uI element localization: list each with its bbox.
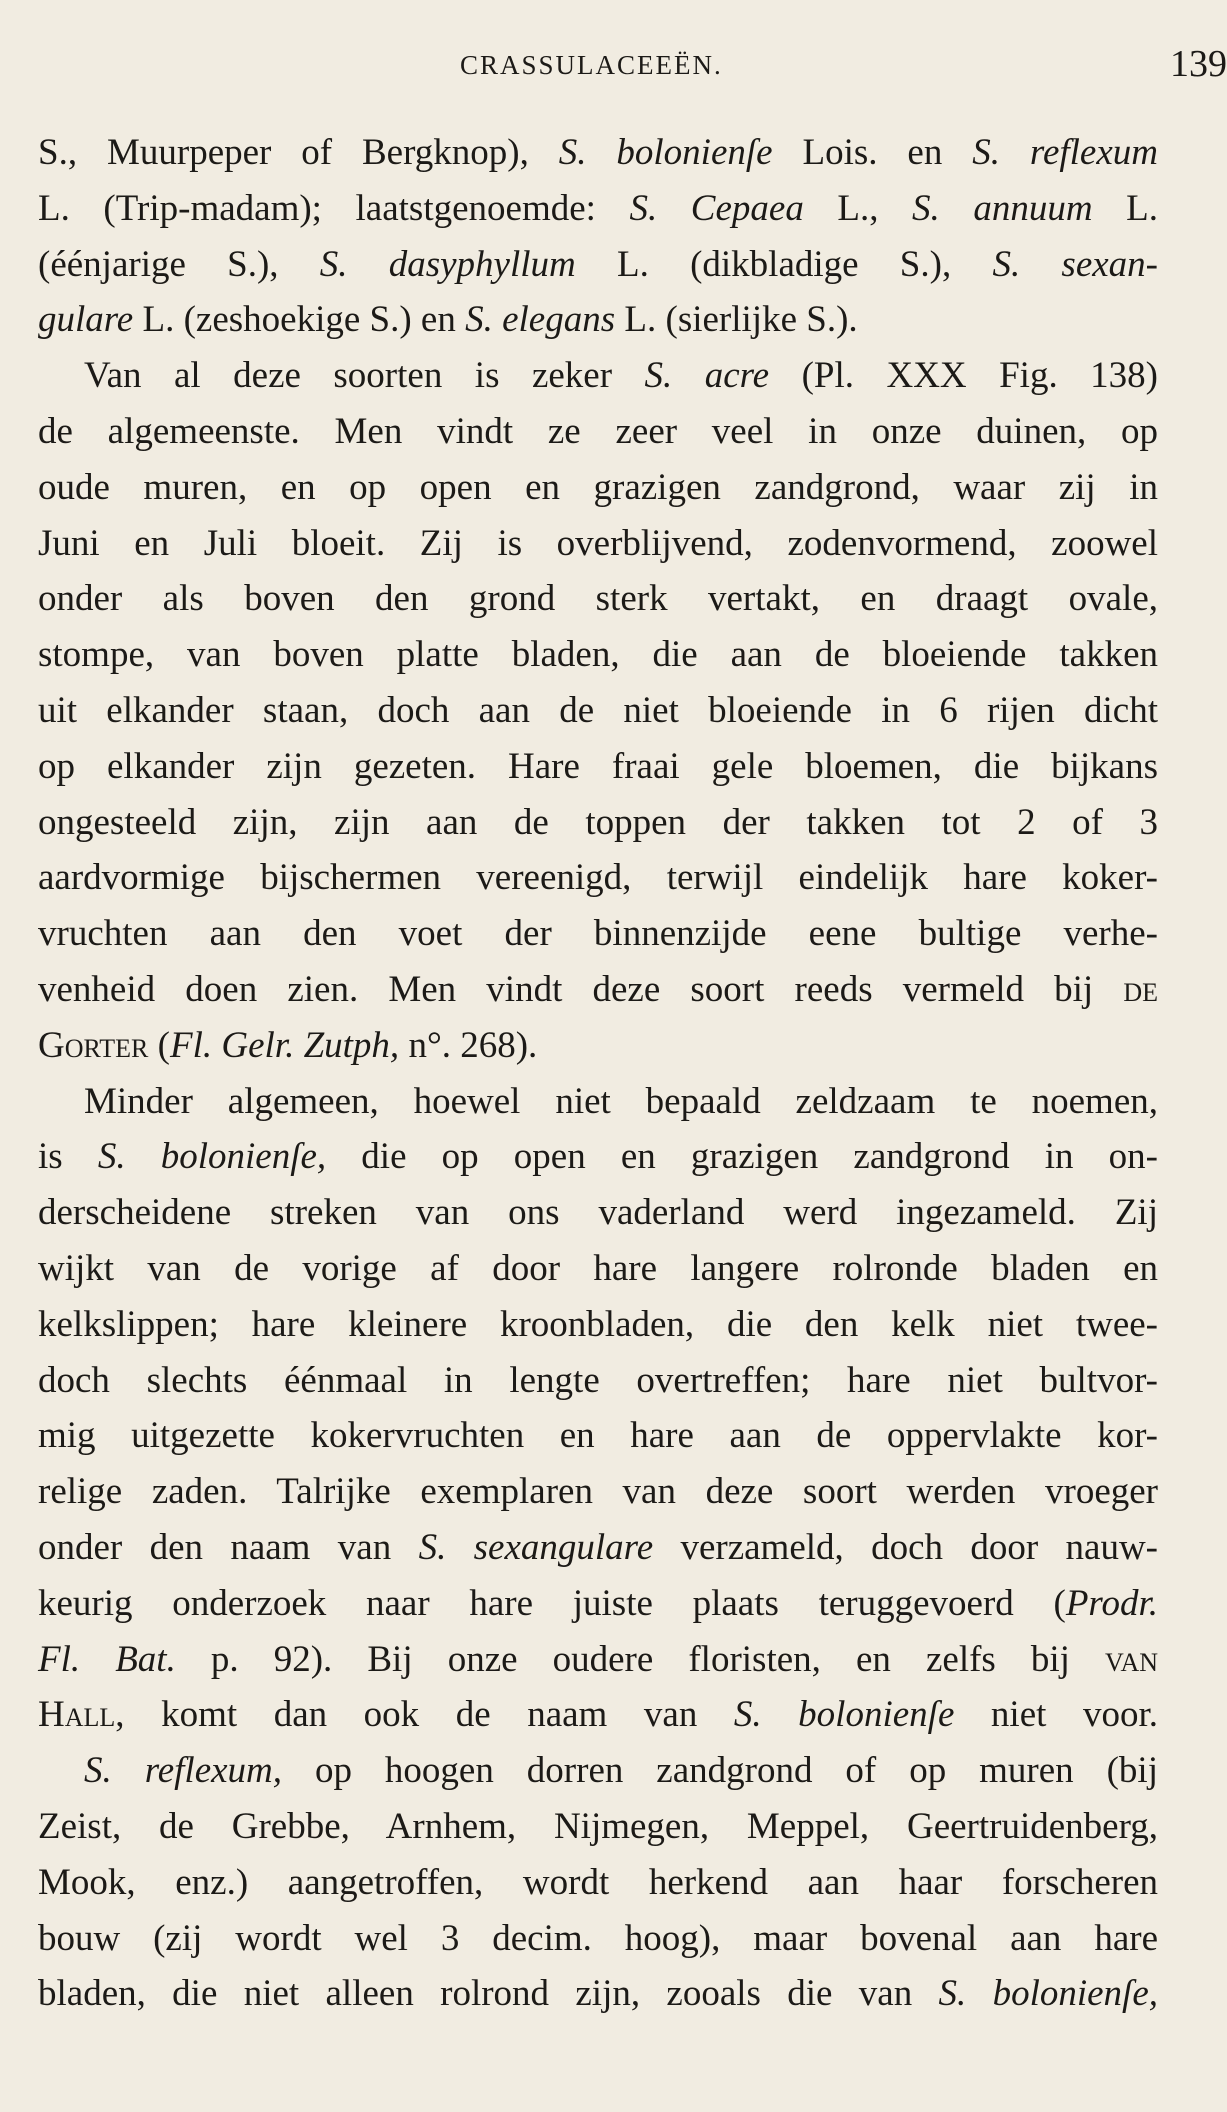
italic-text: S. sexangulare [418, 1527, 654, 1568]
text-run: L. (zeshoekige S.) en [133, 299, 466, 341]
italic-text: Fl. Bat. [38, 1638, 176, 1680]
text-run: keurig onderzoek naar hare juiste plaats teruggevoerd ( [38, 1582, 1066, 1624]
text-line [38, 1185, 1158, 1241]
text-run: Mook, enz.) aangetroffen, wordt herkend aan haar forscheren [38, 1861, 1158, 1903]
text-run: vruchten aan den voet der binnenzijde eene bultige verhe- [38, 913, 1158, 955]
text-run: n°. 268). [399, 1024, 538, 1066]
text-run: op hoogen dorren zandgrond of op muren (bij [282, 1750, 1158, 1792]
italic-text: S. elegans [465, 299, 616, 341]
text-line [38, 1018, 1158, 1074]
text-run: p. 92). Bij onze oudere floristen, en zelfs bij [175, 1638, 1106, 1680]
text-run: L., [803, 187, 913, 229]
italic-text: S. acre [644, 355, 770, 397]
text-line [38, 1297, 1158, 1353]
text-run: L. (dikbladige S.), [575, 243, 993, 285]
text-line [38, 1576, 1158, 1632]
text-line [38, 1799, 1158, 1855]
text-run: venheid doen zien. Men vindt deze soort reeds vermeld bij [38, 969, 1124, 1010]
text-run: kelkslippen; hare kleinere kroonbladen, die den kelk niet twee- [38, 1303, 1158, 1345]
text-run: de algemeenste. Men vindt ze zeer veel in onze duinen, op [38, 411, 1158, 452]
text-run: aardvormige bijschermen vereenigd, terwijl eindelijk hare koker- [38, 857, 1158, 899]
text-run: (éénjarige S.), [38, 243, 320, 285]
italic-text: S. reflexum, [84, 1750, 283, 1792]
text-line [38, 1855, 1158, 1911]
running-head [80, 40, 1227, 100]
text-line [38, 627, 1158, 683]
italic-text: S. bolonienſe, [97, 1136, 327, 1178]
text-line [38, 795, 1158, 851]
small-caps-text: Gorter [38, 1024, 149, 1066]
running-head-title: CRASSULACEEËN. [460, 50, 723, 80]
italic-text: Fl. Gelr. Zutph, [169, 1024, 400, 1066]
text-line [38, 1353, 1158, 1409]
text-line [38, 1074, 1158, 1130]
text-run: op elkander zijn gezeten. Hare fraai gele bloemen, die bijkans [38, 745, 1158, 787]
text-run: die op open en grazigen zandgrond in on- [326, 1136, 1158, 1178]
text-run: wijkt van de vorige af door hare langere rolronde bladen en [38, 1248, 1158, 1289]
text-run: stompe, van boven platte bladen, die aan de bloeiende takken [38, 634, 1158, 676]
text-run: (Pl. XXX Fig. 138) [769, 355, 1158, 397]
small-caps-text: van [1105, 1638, 1159, 1680]
text-run: bladen, die niet alleen rolrond zijn, zooals die van [38, 1973, 939, 2015]
text-line [38, 739, 1158, 795]
text-run: oude muren, en op open en grazigen zandgrond, waar zij in [38, 466, 1158, 508]
text-line [38, 1632, 1158, 1688]
text-run: L. [1092, 187, 1158, 229]
text-run: Juni en Juli bloeit. Zij is overblijvend, zodenvormend, zoowel [38, 522, 1158, 564]
text-line [38, 1129, 1158, 1185]
text-run: relige zaden. Talrijke exemplaren van deze soort werden vroeger [38, 1471, 1158, 1513]
italic-text: Prodr. [1065, 1582, 1158, 1624]
text-run: verzameld, doch door nauw- [653, 1527, 1158, 1568]
text-line [38, 516, 1158, 572]
page-number: 139 [1170, 43, 1227, 85]
text-run: Zeist, de Grebbe, Arnhem, Nijmegen, Meppel, Geertruidenberg, [38, 1806, 1158, 1847]
text-run: mig uitgezette kokervruchten en hare aan de oppervlakte kor- [38, 1415, 1158, 1457]
text-line [38, 1911, 1158, 1967]
text-line [38, 850, 1158, 906]
text-run: bouw (zij wordt wel 3 decim. hoog), maar bovenal aan hare [38, 1917, 1158, 1959]
text-run: onder den naam van [38, 1527, 419, 1568]
italic-text: S. annuum [912, 187, 1093, 229]
text-run: niet voor. [954, 1694, 1159, 1736]
text-line [38, 404, 1158, 460]
text-line [38, 1966, 1158, 2022]
text-run: uit elkander staan, doch aan de niet bloeiende in 6 rijen dicht [38, 690, 1158, 731]
small-caps-text: Hall [38, 1694, 116, 1736]
italic-text: S. reflexum [972, 132, 1158, 173]
text-line [38, 1520, 1158, 1576]
text-run: L. (Trip-madam); laatstgenoemde: [38, 187, 630, 229]
text-line [38, 1464, 1158, 1520]
text-line [38, 683, 1158, 739]
text-line [38, 962, 1158, 1018]
text-line [38, 906, 1158, 962]
text-line [38, 1743, 1158, 1799]
italic-text: S. Cepaea [629, 187, 804, 229]
text-line [38, 571, 1158, 627]
text-run: doch slechts éénmaal in lengte overtreffen; hare niet bultvor- [38, 1359, 1158, 1401]
text-line [38, 1241, 1158, 1297]
text-line [38, 460, 1158, 516]
text-line [38, 1687, 1158, 1743]
text-run: Van al deze soorten is zeker [84, 355, 645, 397]
italic-text: S. sexan- [992, 243, 1158, 285]
text-run: onder als boven den grond sterk vertakt, en draagt ovale, [38, 578, 1158, 620]
italic-text: gulare [38, 299, 134, 341]
text-line [38, 292, 1158, 348]
text-run: , komt dan ook de naam van [115, 1694, 734, 1736]
text-line [38, 1408, 1158, 1464]
text-line [38, 125, 1158, 181]
text-line [38, 348, 1158, 404]
text-run: L. (sierlijke S.). [615, 299, 858, 341]
text-run: derscheidene streken van ons vaderland werd ingezameld. Zij [38, 1192, 1158, 1234]
italic-text: S. bolonienſe, [938, 1973, 1158, 2015]
small-caps-text: de [1123, 969, 1158, 1010]
text-run: Minder algemeen, hoewel niet bepaald zeldzaam te noemen, [84, 1080, 1158, 1122]
text-run: is [38, 1136, 98, 1178]
text-run: ( [148, 1024, 170, 1066]
italic-text: S. dasyphyllum [319, 243, 576, 285]
italic-text: S. bolonienſe [733, 1694, 955, 1736]
italic-text: S. bolonienſe [558, 132, 773, 173]
text-run: Lois. en [772, 132, 973, 173]
text-line [38, 181, 1158, 237]
text-line [38, 237, 1158, 293]
text-run: S., Muurpeper of Bergknop), [38, 132, 559, 173]
text-run: ongesteeld zijn, zijn aan de toppen der takken tot 2 of 3 [38, 801, 1158, 843]
